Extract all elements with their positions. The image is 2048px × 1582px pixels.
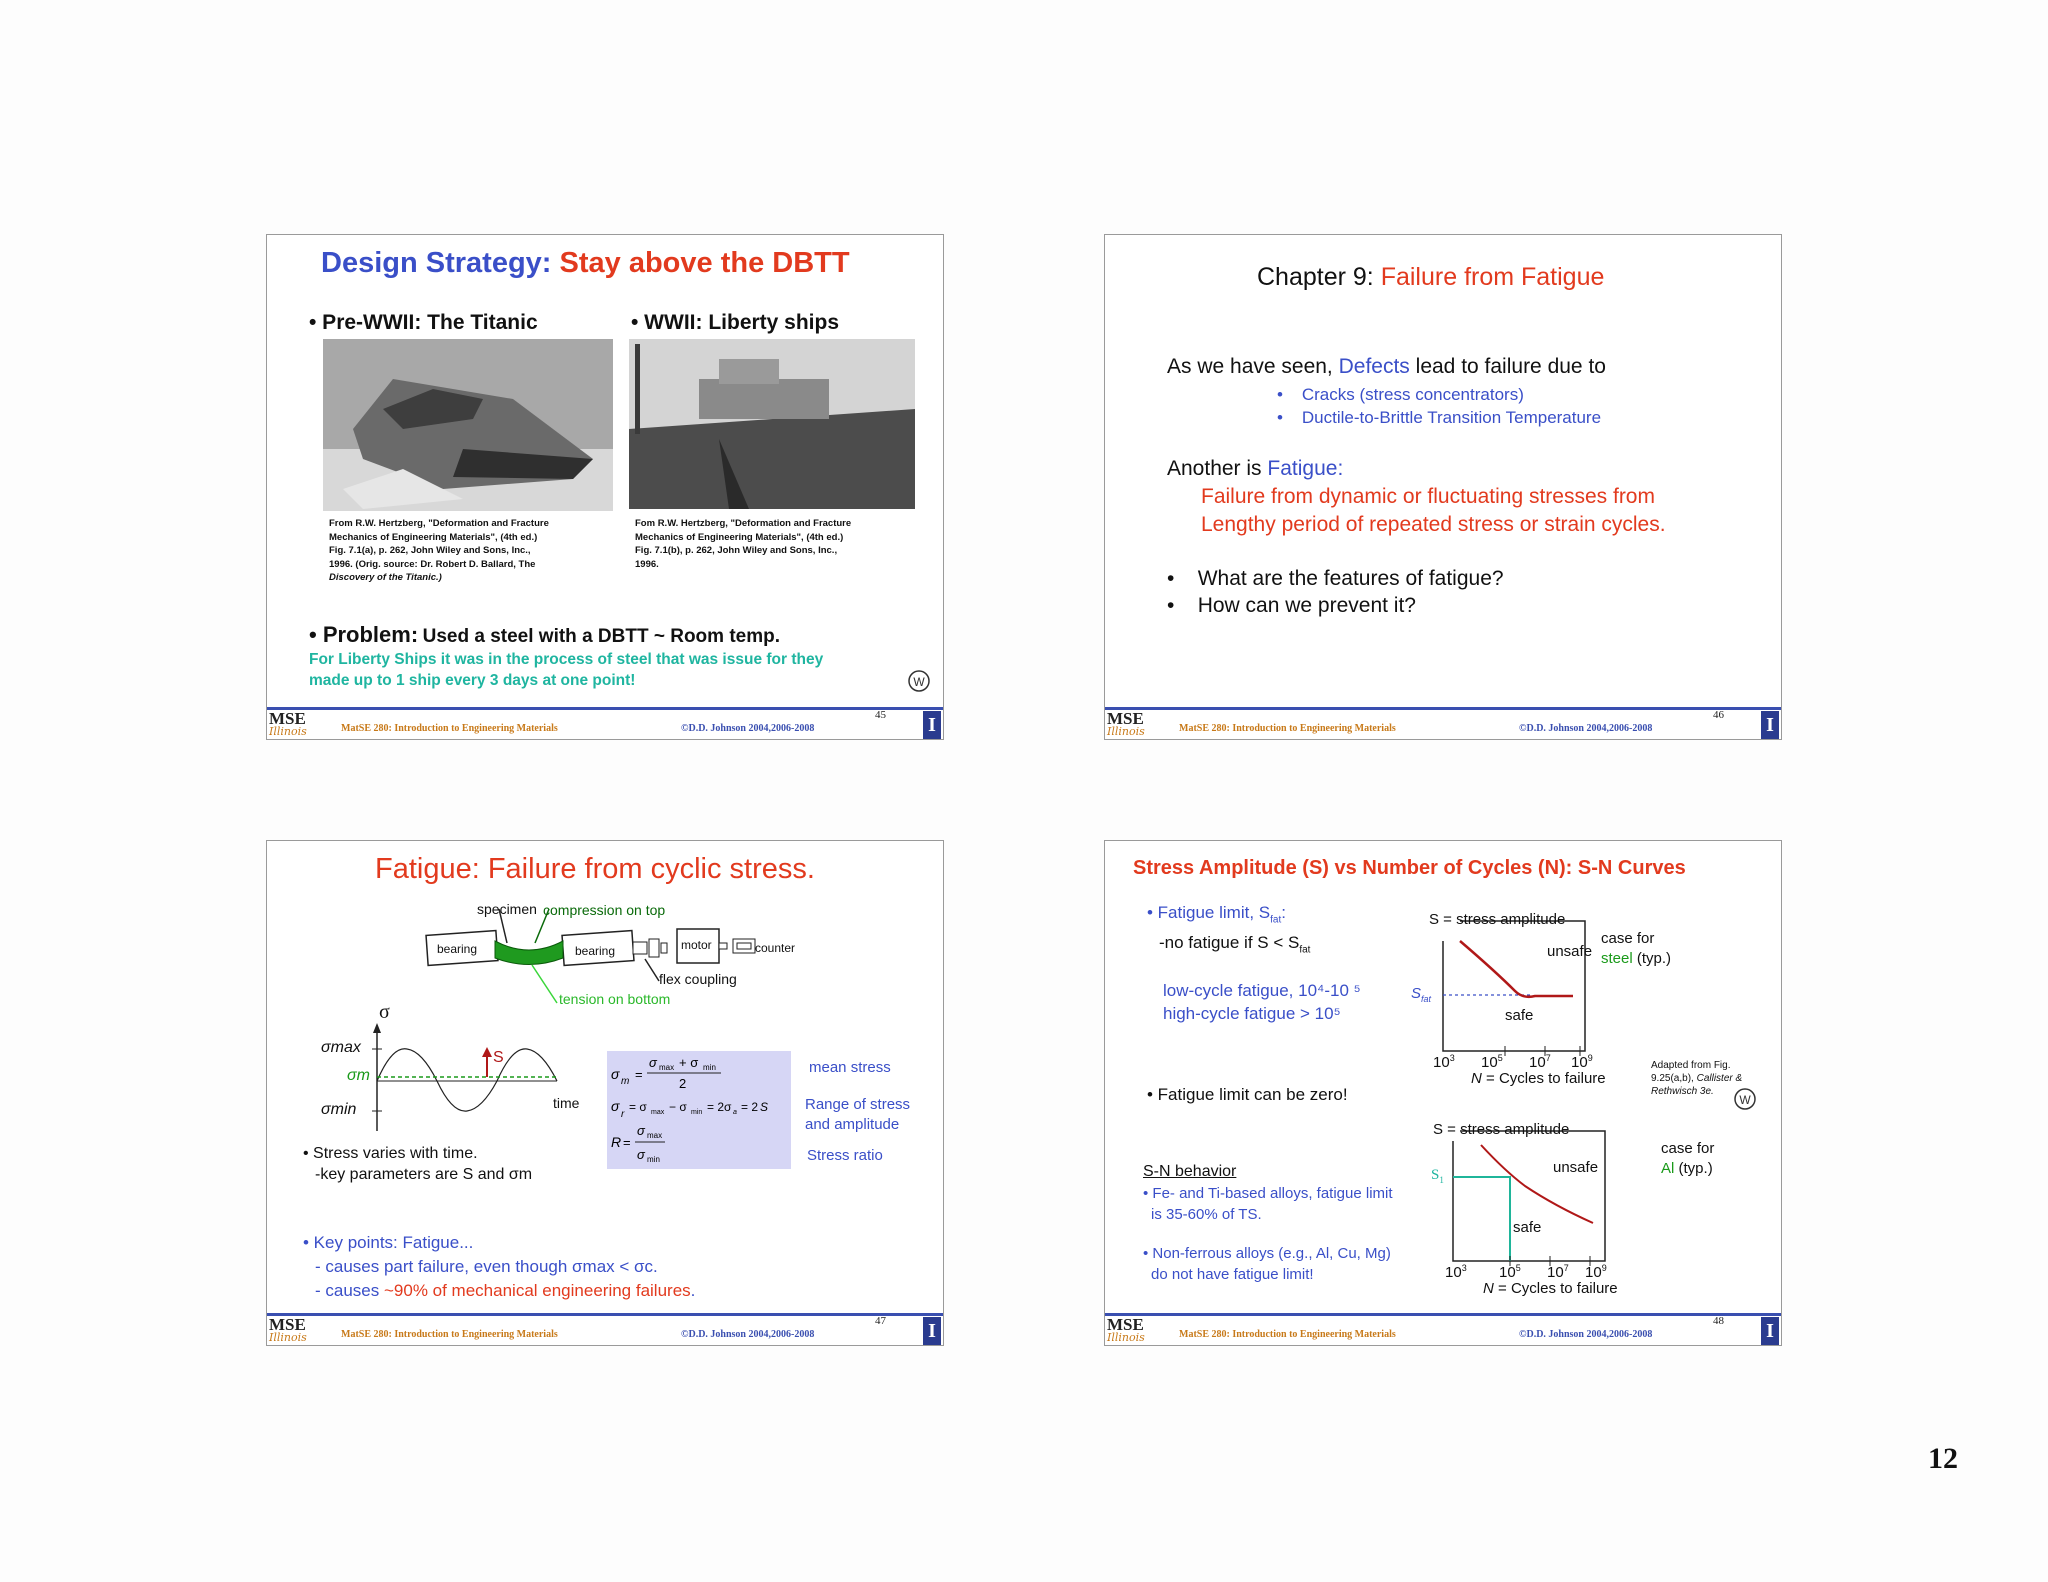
key-points: • Key points: Fatigue... - causes part failure, even though σmax < σc. - causes ~90% of mechanical engineering failures. [303, 1233, 696, 1300]
defects-line: As we have seen, Defects lead to failure due to [1167, 355, 1606, 378]
slide-48: Stress Amplitude (S) vs Number of Cycles (N): S-N Curves • Fatigue limit, $S_{fat}$: -no fatigue if $S < S_{fat}$ low-cycle fatigue, 10⁴-10 ⁵ high-cycle fatigue > 10⁵ • Fatigue limit can be zero! S-N behavior • Fe- and Ti-based alloys, fatigue limit is 35-60% of TS. • Non-ferrous alloys (e.g., Al, Cu, Mg) do not have fatigue limit! S = stress amplitude unsafe safe $S_{fat}$ case for steel (typ.) $10^3$ $10^5$ $10^7$ $10^9$ N = Cycles to failure Adapted from Fig. 9.25(a,b), Callister & Rethwisch 3e. W S = stress amplitude unsafe safe $S_1$ case for Al (typ.) $10^3$ $10^5$ $10^7$ $10^9$ N = Cycles to failure MSE Illinois MatSE 280: Introduction to Engineering Materials ©D.D. Johnson 2004,2006-2008 48 I [1104, 840, 1782, 1346]
svg-text:= σ: = σ [629, 1100, 647, 1114]
slide-47 [266, 840, 944, 1346]
footer-copyright: ©D.D. Johnson 2004,2006-2008 [681, 1329, 815, 1340]
svg-text:= 2: = 2 [741, 1100, 759, 1114]
footer-copyright: ©D.D. Johnson 2004,2006-2008 [1519, 723, 1653, 734]
svg-text:2: 2 [679, 1076, 687, 1091]
svg-text:R: R [611, 1134, 622, 1150]
steel-unsafe-label: unsafe [1547, 943, 1593, 960]
svg-text:max: max [651, 1109, 665, 1116]
svg-text:m: m [621, 1076, 630, 1087]
motor-label: motor [681, 938, 712, 952]
amplitude-s-label: S [493, 1049, 504, 1066]
questions: • What are the features of fatigue? • How can we prevent it? [1167, 567, 1504, 617]
problem-line: • Problem: Used a steel with a DBTT ~ Room temp. [309, 622, 780, 647]
footer-course: MatSE 280: Introduction to Engineering Materials [1179, 723, 1396, 734]
slide-title: Chapter 9: Failure from Fatigue [1257, 263, 1605, 291]
sn-behavior-title: S-N behavior [1143, 1163, 1237, 1180]
another-line: Another is Fatigue: [1167, 457, 1344, 480]
bullet-titanic: • Pre-WWII: The Titanic [309, 311, 538, 334]
formula-box [607, 1051, 791, 1169]
footer-line [267, 1313, 943, 1316]
slide-number: 46 [1713, 709, 1724, 721]
liberty-ship-photo [629, 339, 915, 509]
fatigue-limit-note: • Fatigue limit, $S_{fat}$: -no fatigue if $S < S_{fat}$ [1147, 903, 1311, 956]
al-safe-label: safe [1513, 1219, 1542, 1236]
mean-stress-label: mean stress [809, 1059, 891, 1076]
page-number: 12 [1928, 1442, 1958, 1475]
al-unsafe-label: unsafe [1553, 1159, 1599, 1176]
svg-text:min: min [647, 1155, 660, 1164]
steel-ylabel: S = stress amplitude [1429, 911, 1566, 928]
footer-copyright: ©D.D. Johnson 2004,2006-2008 [1519, 1329, 1653, 1340]
compression-label: compression on top [543, 902, 666, 918]
slide-46 [1104, 234, 1782, 740]
footer-illinois: Illinois [269, 725, 307, 738]
bullet-liberty: • WWII: Liberty ships [631, 311, 840, 334]
footer-line [1105, 1313, 1781, 1316]
svg-text:σ: σ [611, 1098, 620, 1114]
s1-label: $S_1$ [1431, 1167, 1444, 1185]
footer-course: MatSE 280: Introduction to Engineering Materials [341, 723, 558, 734]
svg-text:max: max [659, 1063, 675, 1072]
stress-wave [377, 1049, 557, 1111]
specimen-label: specimen [477, 901, 537, 917]
sub-bullet-cracks: • Cracks (stress concentrators) [1277, 385, 1524, 404]
illinois-logo-icon: I [923, 711, 941, 739]
svg-text:S: S [760, 1100, 769, 1114]
footer-course: MatSE 280: Introduction to Engineering Materials [1179, 1329, 1396, 1340]
footer-mse: MSE [269, 1315, 306, 1334]
footer-mse: MSE [269, 709, 306, 728]
slide-title [321, 247, 850, 280]
al-case-label: case for Al (typ.) [1661, 1140, 1715, 1177]
svg-text:max: max [647, 1131, 663, 1140]
slide-number: 45 [875, 709, 886, 721]
svg-text:σ: σ [649, 1055, 657, 1070]
range-label: Range of stress and amplitude [805, 1096, 911, 1133]
slide-title: Fatigue: Failure from cyclic stress. [375, 853, 815, 885]
illinois-logo-icon: I [1761, 711, 1779, 739]
bearing-left-label: bearing [437, 942, 478, 956]
title-part-b: Stay above the DBTT [559, 247, 850, 279]
svg-text:W: W [913, 675, 925, 689]
footer-mse: MSE [1107, 709, 1144, 728]
adapted-caption: Adapted from Fig. 9.25(a,b), Callister & Rethwisch 3e. [1651, 1060, 1743, 1097]
liberty-caption: Fom R.W. Hertzberg, "Deformation and Fracture Mechanics of Engineering Materials", (4th ed.) Fig. 7.1(b), p. 262, John Wiley and Sons, Inc., 1996. [635, 518, 852, 570]
illinois-logo-icon: I [1761, 1317, 1779, 1345]
slide-title: Stress Amplitude (S) vs Number of Cycles (N): S-N Curves [1133, 857, 1686, 879]
fatigue-definition: Failure from dynamic or fluctuating stresses from Lengthy period of repeated stress or strain cycles. [1201, 485, 1666, 536]
svg-text:a: a [733, 1109, 737, 1116]
svg-text:=: = [623, 1135, 631, 1150]
svg-text:min: min [703, 1063, 716, 1072]
flex-coupling-label: flex coupling [659, 971, 737, 987]
titanic-photo [323, 339, 613, 511]
svg-text:W: W [1739, 1093, 1751, 1107]
bearing-right-label: bearing [575, 944, 616, 958]
liberty-note: For Liberty Ships it was in the process of steel that was issue for they made up to 1 ship every 3 days at one point! [309, 651, 824, 689]
svg-text:min: min [691, 1109, 703, 1116]
al-sn-curve [1481, 1145, 1593, 1223]
footer-mse: MSE [1107, 1315, 1144, 1334]
fe-ti-note: • Fe- and Ti-based alloys, fatigue limit is 35-60% of TS. [1143, 1185, 1393, 1223]
steel-xlabel: N = Cycles to failure [1471, 1070, 1606, 1087]
slide-number: 47 [875, 1315, 886, 1327]
wiley-logo-icon [907, 669, 931, 693]
al-ylabel: S = stress amplitude [1433, 1121, 1570, 1138]
sub-bullet-dbtt: • Ductile-to-Brittle Transition Temperature [1277, 408, 1602, 427]
fatigue-zero-note: • Fatigue limit can be zero! [1147, 1085, 1348, 1104]
footer-copyright: ©D.D. Johnson 2004,2006-2008 [681, 723, 815, 734]
sfat-label: $S_{fat}$ [1411, 985, 1432, 1004]
sigma-min-label: σmin [321, 1101, 357, 1118]
footer-line [267, 707, 943, 710]
footer-course: MatSE 280: Introduction to Engineering Materials [341, 1329, 558, 1340]
tension-label: tension on bottom [559, 991, 671, 1007]
sigma-m-label: σm [347, 1067, 370, 1084]
slide-number: 48 [1713, 1315, 1724, 1327]
specimen-shape [495, 941, 563, 965]
illinois-logo-icon: I [923, 1317, 941, 1345]
footer-illinois: Illinois [1107, 1331, 1145, 1344]
svg-text:=: = [635, 1067, 643, 1082]
slide-45 [266, 234, 944, 740]
sigma-axis-label: σ [379, 1001, 390, 1023]
svg-text:r: r [621, 1109, 625, 1120]
footer-illinois: Illinois [269, 1331, 307, 1344]
svg-text:− σ: − σ [669, 1100, 687, 1114]
titanic-caption: From R.W. Hertzberg, "Deformation and Fracture Mechanics of Engineering Materials", (4th ed.) Fig. 7.1(a), p. 262, John Wiley and Sons, Inc., 1996. (Orig. source: Dr. Robert D. Ballard, The Discovery of the Titanic.) [329, 518, 549, 583]
footer-line [1105, 707, 1781, 710]
title-part-a: Design Strategy: [321, 247, 552, 279]
steel-safe-label: safe [1505, 1007, 1534, 1024]
ratio-label: Stress ratio [807, 1147, 883, 1164]
svg-text:σ: σ [637, 1147, 645, 1162]
svg-text:σ: σ [611, 1066, 620, 1082]
stress-varies-note: • Stress varies with time. -key parameters are S and σm [303, 1145, 533, 1183]
svg-text:+ σ: + σ [679, 1055, 699, 1070]
steel-case-label: case for steel (typ.) [1601, 930, 1672, 967]
cycle-regimes: low-cycle fatigue, 10⁴-10 ⁵ high-cycle fatigue > 10⁵ [1163, 981, 1361, 1023]
svg-text:= 2σ: = 2σ [707, 1100, 732, 1114]
footer-illinois: Illinois [1107, 725, 1145, 738]
wiley-logo-icon [1733, 1087, 1757, 1111]
nonferrous-note: • Non-ferrous alloys (e.g., Al, Cu, Mg) do not have fatigue limit! [1143, 1245, 1391, 1283]
al-xlabel: N = Cycles to failure [1483, 1280, 1618, 1297]
time-axis-label: time [553, 1095, 580, 1111]
sigma-max-label: σmax [321, 1039, 361, 1056]
svg-text:σ: σ [637, 1123, 645, 1138]
counter-label: counter [755, 941, 796, 955]
